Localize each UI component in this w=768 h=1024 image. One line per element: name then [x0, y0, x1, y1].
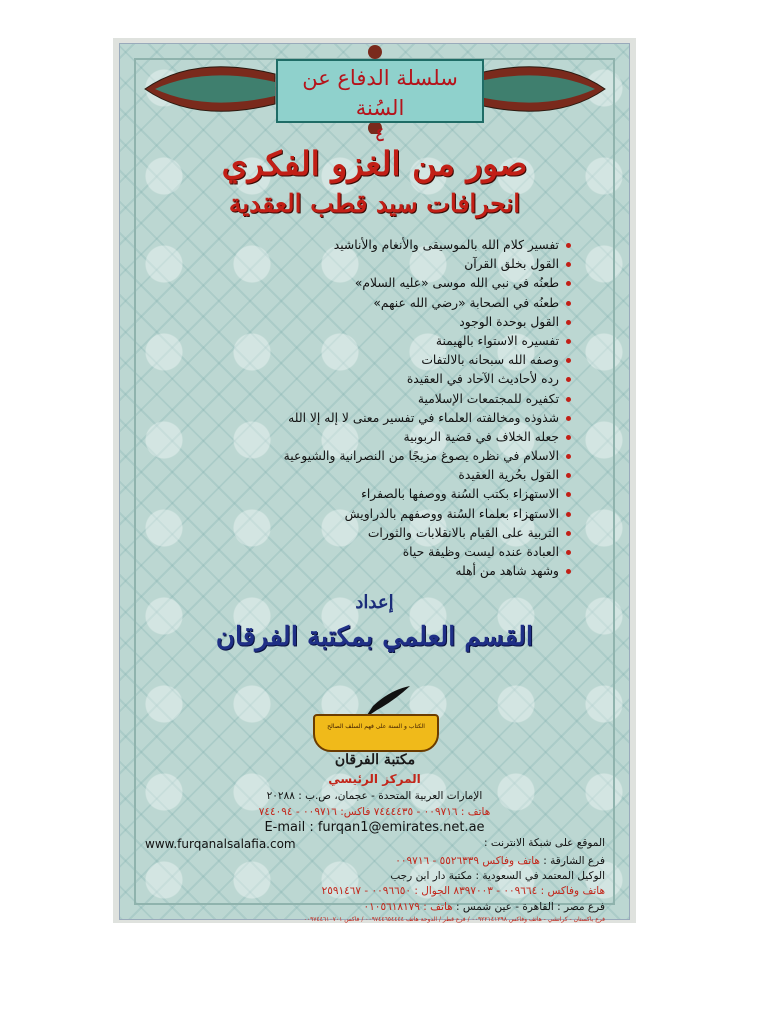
- egypt-label: فرع مصر : القاهرة - عين شمس :: [456, 901, 605, 913]
- bullet-icon: [566, 512, 571, 517]
- bullet-icon: [566, 492, 571, 497]
- department-name: القسم العلمي بمكتبة الفرقان: [215, 622, 534, 652]
- list-item: جعله الخلاف في قضية الربوبية: [171, 428, 571, 447]
- footer-small-print: فرع باكستان - كراتشي - هاتف وفاكس ٠٠٩٢٢١٤١٣٩٨ / فرع قطر / الدوحة هاتف ٠٠٩٧٤٤٦٥٤٤٤٤ / فاكس ٠٠٩٧٤٤٦١٠٧٠١: [303, 916, 605, 923]
- list-item: الاستهزاء بعلماء السُنة ووصفهم بالدراويش: [171, 505, 571, 524]
- sharjah-phone: هاتف وفاكس ٥٥٢٦٣٣٩ - ٠٠٩٧١٦: [395, 855, 540, 867]
- series-banner: [135, 44, 615, 146]
- list-item: وصفه الله سبحانه بالالتفات: [171, 351, 571, 370]
- list-item: الاسلام في نظره يصوغ مزيجًا من النصرانية والشيوعية: [171, 447, 571, 466]
- list-item: العبادة عنده ليست وظيفة حياة: [171, 543, 571, 562]
- list-item: القول بوحدة الوجود: [171, 313, 571, 332]
- egypt-phone: هاتف : ٠١٠٥٦١٨١٧٩: [363, 901, 453, 913]
- hq-label: المركز الرئيسي: [328, 772, 421, 786]
- sharjah-label: فرع الشارقة :: [543, 855, 605, 867]
- bullet-icon: [566, 243, 571, 248]
- bullet-icon: [566, 531, 571, 536]
- list-item: القول بحُرية العقيدة: [171, 466, 571, 485]
- series-title-box: [276, 59, 484, 146]
- email-address: E-mail : furqan1@emirates.net.ae: [264, 820, 485, 835]
- bullet-icon: [566, 320, 571, 325]
- bullet-icon: [566, 454, 571, 459]
- list-item: رده لأحاديث الآحاد في العقيدة: [171, 370, 571, 389]
- website-row: [145, 837, 605, 851]
- prepared-by-label: إعداد: [355, 592, 394, 613]
- list-item: طعنُه في الصحابة «رضي الله عنهم»: [171, 294, 571, 313]
- saudi-agent: الوكيل المعتمد في السعودية : مكتبة دار ابن رجب: [390, 870, 605, 882]
- bullet-icon: [566, 281, 571, 286]
- bullet-icon: [566, 377, 571, 382]
- bullet-icon: [566, 397, 571, 402]
- list-item: شذوذه ومخالفته العلماء في تفسير معنى لا إله إلا الله: [171, 409, 571, 428]
- series-number: ٤: [374, 122, 386, 146]
- website-link[interactable]: www.furqanalsalafia.com: [145, 837, 296, 851]
- list-item: وشهد شاهد من أهله: [171, 562, 571, 581]
- bullet-icon: [566, 358, 571, 363]
- list-item: تكفيره للمجتمعات الإسلامية: [171, 390, 571, 409]
- headline: صور من الغزو الفكري: [221, 144, 528, 183]
- book-icon: [313, 714, 439, 752]
- bullet-icon: [566, 569, 571, 574]
- series-title: سلسلة الدفاع عن السُنة: [302, 66, 458, 120]
- list-item: طعنُه في نبي الله موسى «عليه السلام»: [171, 274, 571, 293]
- bullet-icon: [566, 339, 571, 344]
- hq-address: الإمارات العربية المتحدة - عجمان، ص.ب : ٢٠٢٨٨: [266, 790, 483, 802]
- hq-phones: هاتف : ٠٠٩٧١٦ - ٧٤٤٤٤٣٥ فاكس: ٠٠٩٧١٦ - ٧٤٤٠٩٤: [258, 806, 491, 818]
- list-item: تفسيره الاستواء بالهيمنة: [171, 332, 571, 351]
- bullet-icon: [566, 550, 571, 555]
- logo-name: مكتبة الفرقان: [334, 752, 416, 768]
- poster: [119, 43, 630, 923]
- subheadline: انحرافات سيد قطب العقدية: [228, 189, 521, 218]
- saudi-phones: هاتف وفاكس : ٠٠٩٦٦٤ - ٨٣٩٧٠٠٣ الجوال : ٠٠٩٦٦٥٠ - ٢٥٩١٤٦٧: [321, 885, 605, 897]
- logo-tagline: الكتاب و السنة على فهم السلف الصالح: [327, 723, 425, 730]
- website-label: الموقع على شبكة الانترنت :: [483, 837, 605, 849]
- list-item: القول بخلق القرآن: [171, 255, 571, 274]
- bullet-icon: [566, 435, 571, 440]
- bullet-icon: [566, 301, 571, 306]
- publisher-logo: [305, 684, 445, 774]
- bullet-icon: [566, 416, 571, 421]
- bullet-icon: [566, 262, 571, 267]
- topic-list: [171, 236, 571, 581]
- sharjah-branch: [145, 855, 605, 867]
- list-item: التربية على القيام بالانقلابات والثورات: [171, 524, 571, 543]
- list-item: الاستهزاء بكتب السُنة ووصفها بالصفراء: [171, 485, 571, 504]
- bullet-icon: [566, 473, 571, 478]
- list-item: تفسير كلام الله بالموسيقى والأنغام والأناشيد: [171, 236, 571, 255]
- scanned-page: [113, 38, 636, 923]
- egypt-branch: [145, 901, 605, 913]
